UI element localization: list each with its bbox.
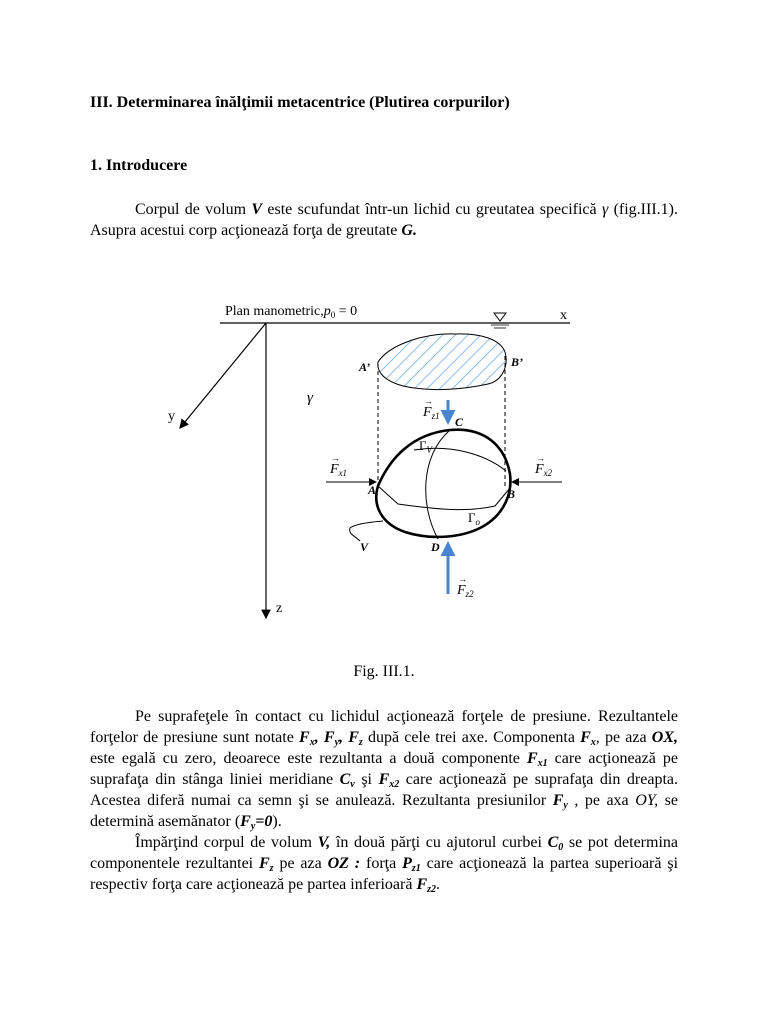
point-c: C <box>455 415 464 429</box>
svg-text:→: → <box>458 574 467 584</box>
axis-y-label: y <box>168 409 175 424</box>
y-axis <box>180 323 266 428</box>
point-d: D <box>431 540 440 554</box>
figure-caption: Fig. III.1. <box>353 663 415 680</box>
paragraph-vertical-components: Împărţind corpul de volum V, în două părţi cu ajutorul curbei $C_0$ se pot determina componentele rezultantei $F_z$ pe aza OZ : forţa $P_{z1}$ care acţionează la partea superioară şi respectiv forţa care acţionează pe partea inferioară $F_{z2}$. <box>90 834 679 895</box>
point-b-prime: B’ <box>511 355 523 369</box>
svg-text:→: → <box>424 396 433 406</box>
point-a: A <box>368 483 377 497</box>
svg-text:→: → <box>331 453 340 463</box>
axis-x-label: x <box>560 308 567 323</box>
waterline-curve <box>378 486 510 510</box>
force-fz1-label: $F_{z1}$ <box>423 405 440 421</box>
gamma-v-label: $\Gamma_V$ <box>419 438 433 455</box>
force-fx1-label: $F_{x1}$ <box>330 462 348 478</box>
force-fx2-label: $F_{x2}$ <box>535 462 553 478</box>
axis-z-label: z <box>276 601 283 616</box>
gamma-label: γ <box>307 390 313 406</box>
free-surface-icon <box>491 313 509 328</box>
plane-label: Plan $manometric,p_0 = 0$ <box>225 304 358 320</box>
volume-label: V <box>360 540 369 554</box>
svg-text:→: → <box>536 453 545 463</box>
submerged-body <box>376 430 510 537</box>
point-b: B <box>507 487 516 501</box>
section-heading: III. Determinarea înălţimii metacentrice (Plutirea corpurilor) <box>90 94 510 111</box>
point-a-prime: A’ <box>359 360 371 374</box>
paragraph-pressure-forces: Pe suprafeţele în contact cu lichidul acţionează forţele de presiune. Rezultantele forţelor de presiune sunt notate $F_x$, $F_y$, $F_z$ după cele trei axe. Componenta $F_x$, pe aza OX, este egală cu zero, deoarece este rezultanta a două componente $F_{x1}$ care acţionează pe suprafaţa din stânga liniei meridiane $C_v$ şi $F_{x2}$ care acţionează pe suprafaţa din dreapta. Acestea diferă numai ca semn şi se anulează. Rezultanta presiunilor $F_y$ , pe axa OY, se determină asemănator $(F_y=0)$. <box>90 708 679 832</box>
figure-body-in-liquid <box>150 296 600 636</box>
force-fz2-label: $F_{z2}$ <box>457 583 474 599</box>
paragraph-intro: Corpul de volum V este scufundat într-un lichid cu greutatea specifică γ (fig.III.1). Asupra acestui corp acţionează forţa de greutate G. <box>90 201 678 239</box>
subsection-heading: 1. Introducere <box>90 157 188 174</box>
projected-surface <box>378 334 506 390</box>
gamma-0-label: $\Gamma_o$ <box>468 510 481 527</box>
